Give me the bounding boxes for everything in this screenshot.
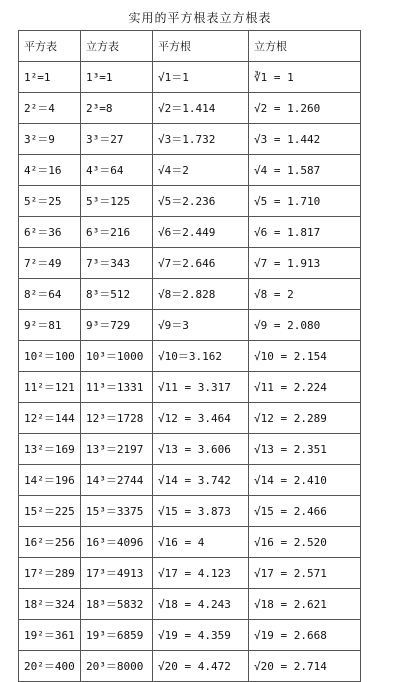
cube-cell: 7³＝343	[81, 248, 153, 279]
cube-root-cell: √18 = 2.621	[249, 589, 361, 620]
table-row	[19, 124, 361, 155]
square-root-cell: √9＝3	[153, 310, 249, 341]
cube-cell: 18³＝5832	[81, 589, 153, 620]
cube-root-cell: √10 = 2.154	[249, 341, 361, 372]
header-row	[19, 31, 361, 62]
cube-cell: 9³＝729	[81, 310, 153, 341]
table-row	[19, 620, 361, 651]
table-body	[19, 62, 361, 682]
square-root-cell: √10＝3.162	[153, 341, 249, 372]
cube-root-cell: √5 = 1.710	[249, 186, 361, 217]
table-row	[19, 496, 361, 527]
square-cell: 1²=1	[19, 62, 81, 93]
square-root-cell: √14 = 3.742	[153, 465, 249, 496]
square-root-cell: √13 = 3.606	[153, 434, 249, 465]
cube-root-cell: √12 = 2.289	[249, 403, 361, 434]
square-root-cell: √20 = 4.472	[153, 651, 249, 682]
square-cell: 6²＝36	[19, 217, 81, 248]
square-cell: 18²＝324	[19, 589, 81, 620]
square-root-cell: √4＝2	[153, 155, 249, 186]
table-row	[19, 93, 361, 124]
cube-root-cell: √16 = 2.520	[249, 527, 361, 558]
square-root-cell: √6＝2.449	[153, 217, 249, 248]
square-cell: 7²＝49	[19, 248, 81, 279]
square-root-cell: √18 = 4.243	[153, 589, 249, 620]
table-row	[19, 341, 361, 372]
cube-cell: 11³＝1331	[81, 372, 153, 403]
cube-root-cell: √9 = 2.080	[249, 310, 361, 341]
square-cell: 13²＝169	[19, 434, 81, 465]
table-row	[19, 217, 361, 248]
square-root-cell: √3＝1.732	[153, 124, 249, 155]
square-cell: 3²＝9	[19, 124, 81, 155]
table-row	[19, 434, 361, 465]
square-cell: 16²＝256	[19, 527, 81, 558]
table-row	[19, 310, 361, 341]
square-root-cell: √19 = 4.359	[153, 620, 249, 651]
cube-root-cell: ∛1 = 1	[249, 62, 361, 93]
page-title: 实用的平方根表立方根表	[128, 11, 272, 25]
square-cell: 2²＝4	[19, 93, 81, 124]
table-row	[19, 372, 361, 403]
table-row	[19, 558, 361, 589]
square-root-cell: √11 = 3.317	[153, 372, 249, 403]
cube-cell: 6³＝216	[81, 217, 153, 248]
table-row	[19, 465, 361, 496]
cube-root-cell: √17 = 2.571	[249, 558, 361, 589]
cube-cell: 20³＝8000	[81, 651, 153, 682]
table-row	[19, 186, 361, 217]
square-cell: 8²＝64	[19, 279, 81, 310]
table-row	[19, 62, 361, 93]
cube-root-cell: √6 = 1.817	[249, 217, 361, 248]
cube-root-cell: √8 = 2	[249, 279, 361, 310]
square-cell: 10²＝100	[19, 341, 81, 372]
cube-root-cell: √7 = 1.913	[249, 248, 361, 279]
square-cell: 15²＝225	[19, 496, 81, 527]
square-cell: 14²＝196	[19, 465, 81, 496]
cube-root-cell: √19 = 2.668	[249, 620, 361, 651]
cube-cell: 3³＝27	[81, 124, 153, 155]
cube-cell: 14³＝2744	[81, 465, 153, 496]
square-cell: 11²＝121	[19, 372, 81, 403]
square-root-cell: √17 = 4.123	[153, 558, 249, 589]
cube-root-cell: √2 = 1.260	[249, 93, 361, 124]
table-row	[19, 651, 361, 682]
square-cell: 9²＝81	[19, 310, 81, 341]
table-row	[19, 248, 361, 279]
cube-root-cell: √20 = 2.714	[249, 651, 361, 682]
table-row	[19, 589, 361, 620]
table-row	[19, 403, 361, 434]
cube-cell: 19³＝6859	[81, 620, 153, 651]
square-root-cell: √5＝2.236	[153, 186, 249, 217]
header-cube-table: 立方表	[81, 31, 153, 62]
cube-cell: 5³＝125	[81, 186, 153, 217]
cube-cell: 16³＝4096	[81, 527, 153, 558]
square-root-cell: √2＝1.414	[153, 93, 249, 124]
cube-root-cell: √4 = 1.587	[249, 155, 361, 186]
square-root-cell: √16 = 4	[153, 527, 249, 558]
cube-cell: 2³=8	[81, 93, 153, 124]
root-table	[18, 30, 361, 682]
cube-cell: 4³＝64	[81, 155, 153, 186]
table-row	[19, 279, 361, 310]
header-square-table: 平方表	[19, 31, 81, 62]
cube-cell: 12³＝1728	[81, 403, 153, 434]
table-row	[19, 155, 361, 186]
square-cell: 20²＝400	[19, 651, 81, 682]
cube-cell: 15³＝3375	[81, 496, 153, 527]
cube-cell: 17³＝4913	[81, 558, 153, 589]
cube-cell: 8³＝512	[81, 279, 153, 310]
square-root-cell: √7＝2.646	[153, 248, 249, 279]
square-cell: 12²＝144	[19, 403, 81, 434]
square-cell: 17²＝289	[19, 558, 81, 589]
cube-root-cell: √11 = 2.224	[249, 372, 361, 403]
table-row	[19, 527, 361, 558]
cube-root-cell: √14 = 2.410	[249, 465, 361, 496]
square-root-cell: √12 = 3.464	[153, 403, 249, 434]
cube-root-cell: √13 = 2.351	[249, 434, 361, 465]
header-square-root: 平方根	[153, 31, 249, 62]
cube-cell: 1³=1	[81, 62, 153, 93]
square-root-cell: √1＝1	[153, 62, 249, 93]
square-cell: 4²＝16	[19, 155, 81, 186]
square-root-cell: √8＝2.828	[153, 279, 249, 310]
square-cell: 19²＝361	[19, 620, 81, 651]
square-root-cell: √15 = 3.873	[153, 496, 249, 527]
cube-cell: 10³＝1000	[81, 341, 153, 372]
cube-root-cell: √15 = 2.466	[249, 496, 361, 527]
square-cell: 5²＝25	[19, 186, 81, 217]
header-cube-root: 立方根	[249, 31, 361, 62]
cube-root-cell: √3 = 1.442	[249, 124, 361, 155]
cube-cell: 13³＝2197	[81, 434, 153, 465]
